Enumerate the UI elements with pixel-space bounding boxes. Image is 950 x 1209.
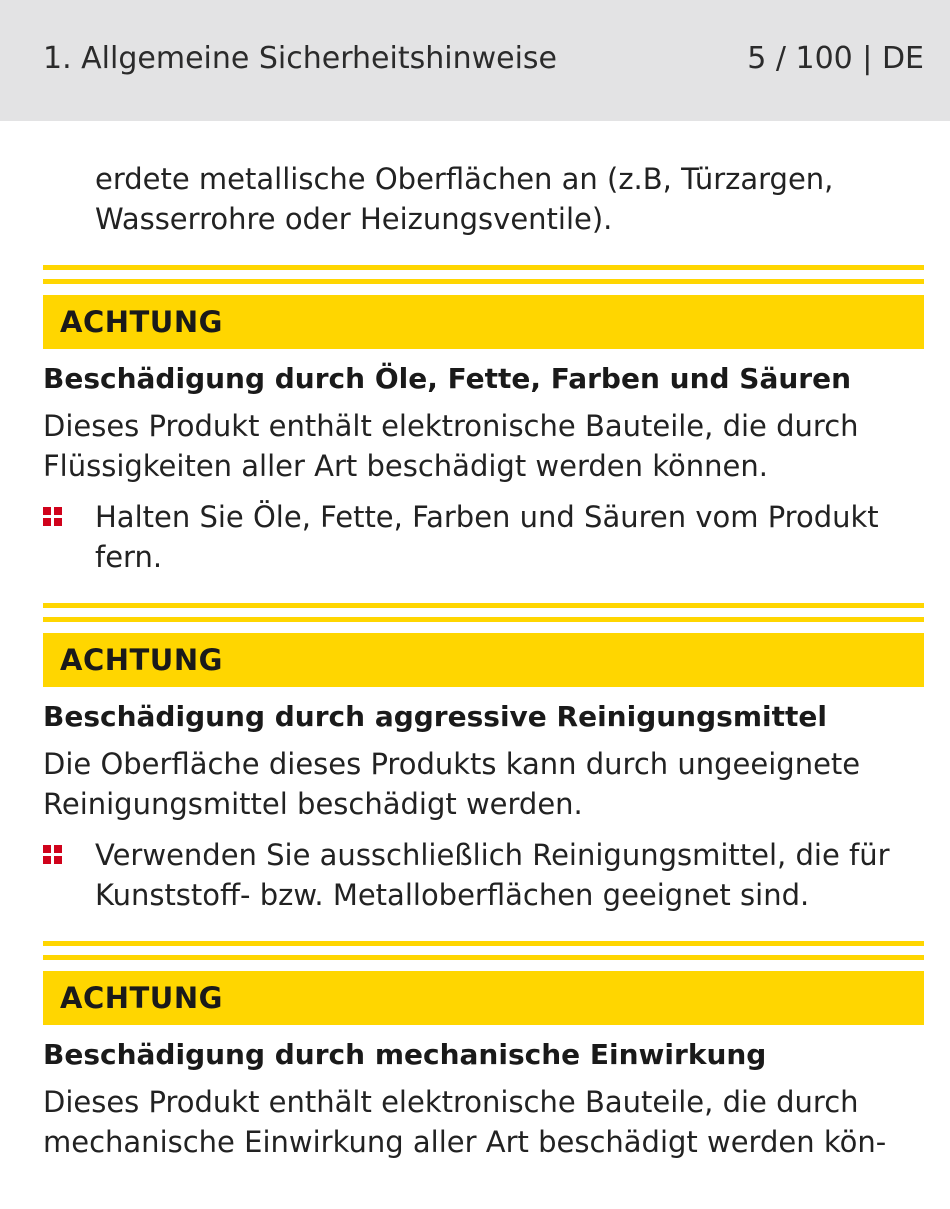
notice-title: Beschädigung durch Öle, Fette, Farben und Säuren [43,362,852,395]
page-header [0,0,950,121]
red-squares-bullet-icon [43,497,95,527]
intro-text: erdete metallische Oberflächen an (z.B, Türzargen, Wasserrohre oder Heizungsventile). [95,162,834,236]
notice-body: Die Oberfläche dieses Produkts kann durch ungeeignete Reinigungsmittel beschädigt werden. [43,747,861,821]
page-indicator: 5 / 100 | DE [747,41,924,76]
achtung-banner: ACHTUNG [43,633,924,687]
instruction-text: Halten Sie Öle, Fette, Farben und Säuren vom Produkt fern. [95,500,879,574]
notice-instruction [43,835,924,915]
notice-divider [43,603,924,622]
notice-title: Beschädigung durch aggressive Reinigungsmittel [43,700,827,733]
notice-divider [43,265,924,284]
notice-divider [43,941,924,960]
red-squares-bullet-icon [43,835,95,865]
achtung-banner: ACHTUNG [43,295,924,349]
notice-body: Dieses Produkt enthält elektronische Bauteile, die durch mechanische Einwirkung aller Art beschädigt werden kön- [43,1085,887,1159]
notice-title: Beschädigung durch mechanische Einwirkung [43,1038,767,1071]
page-content [0,121,950,1162]
section-title: 1. Allgemeine Sicherheitshinweise [43,41,557,76]
notice-instruction [43,497,924,577]
achtung-banner: ACHTUNG [43,971,924,1025]
instruction-text: Verwenden Sie ausschließlich Reinigungsmittel, die für Kunststoff- bzw. Metalloberflächen geeignet sind. [95,838,890,912]
notice-body: Dieses Produkt enthält elektronische Bauteile, die durch Flüssigkeiten aller Art beschädigt werden können. [43,409,859,483]
